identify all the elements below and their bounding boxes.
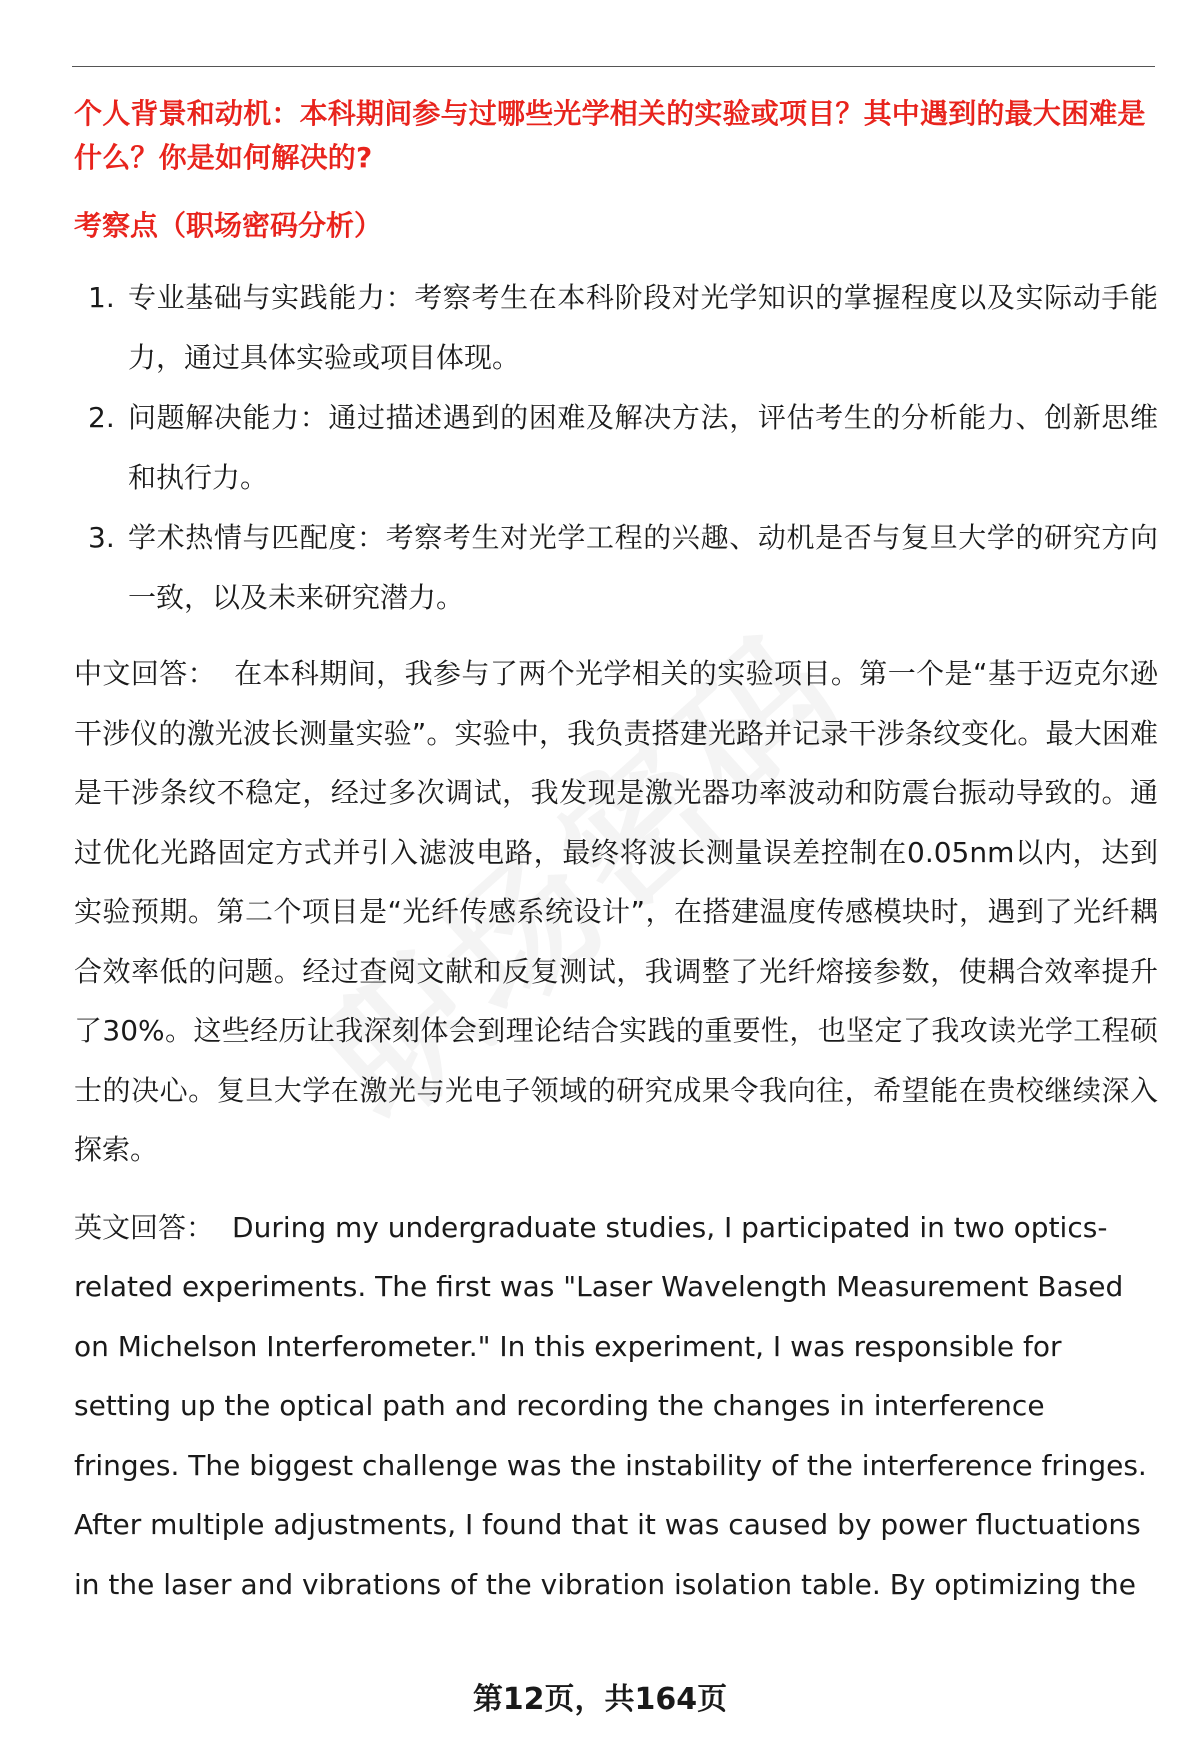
page-content — [74, 92, 1158, 1614]
point-text: 学术热情与匹配度：考察考生对光学工程的兴趣、动机是否与复旦大学的研究方向一致，以及未来研究潜力。 — [128, 521, 1158, 614]
point-number: 3. — [88, 521, 115, 554]
point-number: 1. — [88, 281, 115, 314]
assessment-heading: 考察点（职场密码分析） — [74, 209, 383, 242]
assessment-point — [74, 508, 1158, 628]
chinese-answer-label: 中文回答： — [74, 657, 217, 690]
point-number: 2. — [88, 401, 115, 434]
assessment-point — [74, 268, 1158, 388]
english-answer-text: During my undergraduate studies, I participated in two optics-related experiments. The first was "Laser Wavelength Measurement Based on Michelson Interferometer." In this experiment, I was responsible for setting up the optical path and recording the changes in interference fringes. The biggest challenge was the instability of the interference fringes. After multiple adjustments, I found that it was caused by power fluctuations in the laser and vibrations of the vibration isolation table. By optimizing the — [74, 1210, 1147, 1601]
english-answer-label: 英文回答： — [74, 1210, 215, 1244]
assessment-point — [74, 388, 1158, 508]
question-heading: 个人背景和动机：本科期间参与过哪些光学相关的实验或项目？其中遇到的最大困难是什么？你是如何解决的? — [74, 97, 1146, 174]
chinese-answer — [74, 644, 1158, 1180]
english-answer — [74, 1198, 1158, 1615]
chinese-answer-text: 在本科期间，我参与了两个光学相关的实验项目。第一个是“基于迈克尔逊干涉仪的激光波长测量实验”。实验中，我负责搭建光路并记录干涉条纹变化。最大困难是干涉条纹不稳定，经过多次调试，我发现是激光器功率波动和防震台振动导致的。通过优化光路固定方式并引入滤波电路，最终将波长测量误差控制在0.05nm以内，达到实验预期。第二个项目是“光纤传感系统设计”，在搭建温度传感模块时，遇到了光纤耦合效率低的问题。经过查阅文献和反复测试，我调整了光纤熔接参数，使耦合效率提升了30%。这些经历让我深刻体会到理论结合实践的重要性，也坚定了我攻读光学工程硕士的决心。复旦大学在激光与光电子领域的研究成果令我向往，希望能在贵校继续深入探索。 — [74, 657, 1158, 1166]
point-text: 专业基础与实践能力：考察考生在本科阶段对光学知识的掌握程度以及实际动手能力，通过具体实验或项目体现。 — [128, 281, 1158, 374]
point-text: 问题解决能力：通过描述遇到的困难及解决方法，评估考生的分析能力、创新思维和执行力。 — [128, 401, 1158, 494]
assessment-points-list — [74, 268, 1158, 628]
page-number-footer: 第12页，共164页 — [472, 1682, 728, 1717]
header-rule — [72, 66, 1155, 67]
